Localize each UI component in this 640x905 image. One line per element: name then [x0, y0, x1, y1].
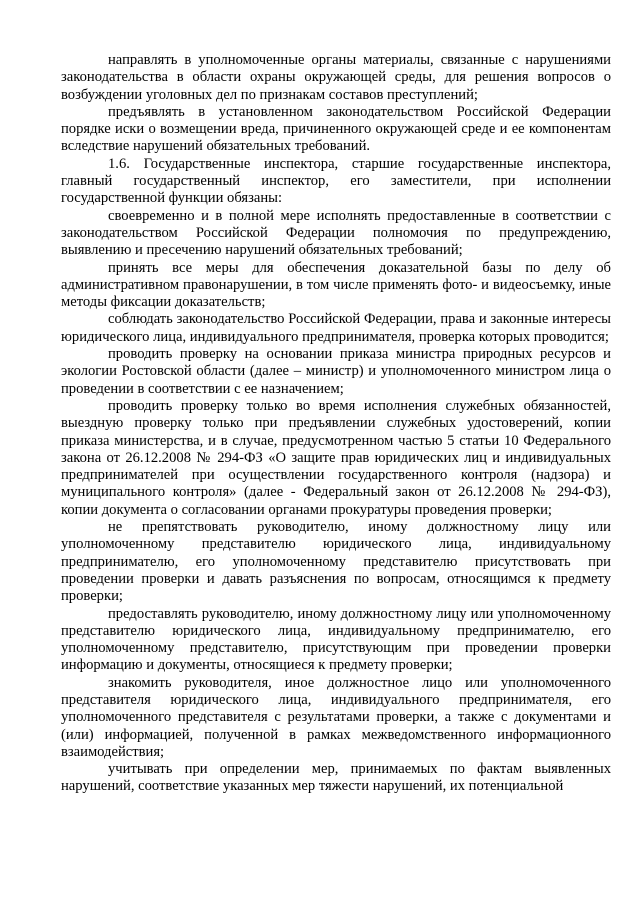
document-page: [61, 52, 611, 796]
paragraph-exercise-powers: своевременно и в полной мере исполнять предоставленные в соответствии с законодательством Российской Федерации полномочия по предупреждению, выявлению и пресечению нарушений обязательных требований;: [61, 207, 611, 259]
paragraph-not-obstruct: не препятствовать руководителю, иному должностному лицу или уполномоченному представителю юридического лица, индивидуальному предпринимателю, его уполномоченному представителю присутствовать при проведении проверки и давать разъяснения по вопросам, относящимся к предмету проверки;: [61, 519, 611, 605]
paragraph-section-1-6: 1.6. Государственные инспектора, старшие государственные инспектора, главный государственный инспектор, его заместители, при исполнении государственной функции обязаны:: [61, 155, 611, 207]
paragraph-familiarize-results: знакомить руководителя, иное должностное лицо или уполномоченного представителя юридического лица, индивидуального предпринимателя, его уполномоченного представителя с результатами проверки, а также с документами и (или) информацией, полученной в рамках межведомственного информационного взаимодействия;: [61, 674, 611, 760]
paragraph-observe-legislation: соблюдать законодательство Российской Федерации, права и законные интересы юридического лица, индивидуального предпринимателя, проверка которых проводится;: [61, 311, 611, 345]
paragraph-evidence-base: принять все меры для обеспечения доказательной базы по делу об административном правонарушении, в том числе применять фото- и видеосъемку, иные методы фиксации доказательств;: [61, 259, 611, 311]
paragraph-send-materials: направлять в уполномоченные органы материалы, связанные с нарушениями законодательства в области охраны окружающей среды, для решения вопросов о возбуждении уголовных дел по признакам составов преступлений;: [61, 52, 611, 103]
paragraph-consider-measures: учитывать при определении мер, принимаемых по фактам выявленных нарушений, соответствие указанных мер тяжести нарушений, их потенциальной: [61, 761, 611, 795]
paragraph-file-claims: предъявлять в установленном законодательством Российской Федерации порядке иски о возмещении вреда, причиненного окружающей среде и ее компонентам вследствие нарушений обязательных требований.: [61, 103, 611, 155]
paragraph-inspection-basis: проводить проверку на основании приказа министра природных ресурсов и экологии Ростовской области (далее – министр) и уполномоченного министром лица о проведении в соответствии с ее назначением;: [61, 346, 611, 397]
paragraph-provide-information: предоставлять руководителю, иному должностному лицу или уполномоченному представителю юридического лица, индивидуальному предпринимателю, его уполномоченному представителю, присутствующим при проведении проверки информацию и документы, относящиеся к предмету проверки;: [61, 605, 611, 674]
paragraph-inspection-duties: проводить проверку только во время исполнения служебных обязанностей, выездную проверку только при предъявлении служебных удостоверений, копии приказа министерства, и в случае, предусмотренном частью 5 статьи 10 Федерального закона от 26.12.2008 № 294-ФЗ «О защите прав юридических лиц и индивидуальных предпринимателей при осуществлении государственного контроля (надзора) и муниципального контроля» (далее - Федеральный закон от 26.12.2008 № 294-ФЗ), копии документа о согласовании органами прокуратуры проведения проверки;: [61, 397, 611, 518]
